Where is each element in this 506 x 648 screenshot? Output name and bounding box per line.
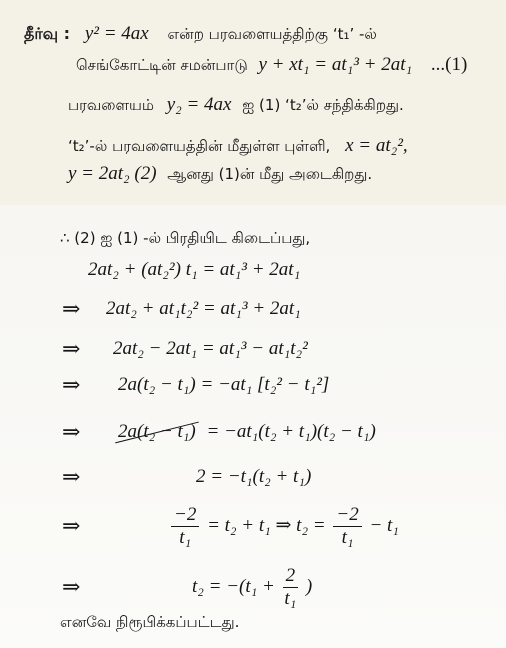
fraction-denominator: t₁	[179, 527, 192, 549]
solution-line-1	[24, 22, 377, 46]
solution-line-4	[68, 134, 408, 158]
equation-step-6: 2 = −t₁(t₂ + t₁)	[196, 466, 312, 487]
line3-prefix: பரவளையம்	[68, 96, 154, 114]
line5-equation: y = 2at₂ (2)	[68, 163, 157, 184]
conclusion-line: எனவே நிரூபிக்கப்பட்டது.	[60, 613, 240, 631]
fraction-denominator: t₁	[284, 588, 297, 610]
equation-step-2: 2at₂ + at₁t₂² = at₁³ + 2at₁	[106, 298, 301, 319]
fraction-numerator: 2	[283, 565, 299, 588]
solution-line-2	[76, 53, 467, 77]
equation-step-8-left: t₂ = −(t₁ +	[192, 576, 275, 597]
line1-text: என்ற பரவளையத்திற்கு ‘t₁’ -ல்	[167, 25, 377, 43]
fraction	[333, 504, 361, 549]
equation-tag-1: ...(1)	[430, 54, 468, 75]
equation-step-7-middle: = t₂ + t₁ ⇒ t₂ =	[207, 515, 326, 536]
equation-step-5-right: = −at₁(t₂ + t₁)(t₂ − t₁)	[206, 421, 376, 442]
equation-step-3: 2at₂ − 2at₁ = at₁³ − at₁t₂²	[113, 338, 308, 359]
equation-step-7-tail: − t₁	[369, 515, 399, 536]
line3-text: ஐ (1) ‘t₂’ல் சந்திக்கிறது.	[242, 96, 404, 114]
equation-step-8	[192, 557, 312, 617]
equation-step-4: 2a(t₂ − t₁) = −at₁ [t₂² − t₁²]	[118, 374, 330, 395]
fraction	[171, 504, 199, 549]
line5-text: ஆனது (1)ன் மீது அடைகிறது.	[167, 165, 373, 183]
fraction-numerator: −2	[171, 504, 199, 527]
normal-equation: y + xt₁ = at₁³ + 2at₁	[258, 54, 413, 75]
implies-arrow: ⇒	[62, 372, 81, 397]
cancelled-term: 2a(t₂ − t₁)	[118, 421, 196, 442]
fraction-denominator: t₁	[341, 527, 354, 549]
equation-step-1: 2at₂ + (at₂²) t₁ = at₁³ + 2at₁	[88, 259, 301, 280]
implies-arrow: ⇒	[62, 419, 81, 444]
solution-heading: தீர்வு :	[24, 24, 71, 43]
equation-step-8-close: )	[305, 576, 313, 597]
implies-arrow: ⇒	[62, 336, 81, 361]
fraction	[283, 565, 299, 610]
equation-step-7	[168, 496, 399, 556]
equation-step-5	[118, 420, 376, 444]
given-equation: y² = 4ax	[84, 23, 149, 44]
line4-text: ‘t₂’-ல் பரவளையத்தின் மீதுள்ள புள்ளி,	[68, 137, 331, 155]
normal-equation-label: செங்கோட்டின் சமன்பாடு	[76, 56, 248, 74]
therefore-line: ∴ (2) ஐ (1) -ல் பிரதியிட கிடைப்பது,	[60, 229, 311, 247]
line4-equation: x = at₂²,	[345, 135, 408, 156]
implies-arrow: ⇒	[62, 574, 81, 599]
line3-equation: y₂ = 4ax	[166, 94, 232, 115]
implies-arrow: ⇒	[62, 296, 81, 321]
implies-arrow: ⇒	[62, 464, 81, 489]
solution-line-3	[68, 93, 404, 117]
fraction-numerator: −2	[333, 504, 361, 527]
solution-line-5	[68, 162, 372, 186]
implies-arrow: ⇒	[62, 513, 81, 538]
